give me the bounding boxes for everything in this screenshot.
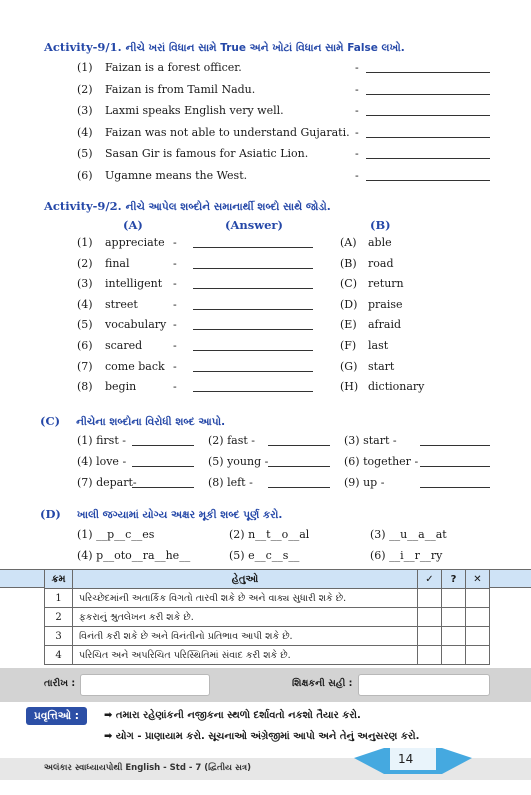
match-left-word: scared: [105, 339, 143, 352]
match-left-word: begin: [105, 380, 137, 394]
opposite-answer-line[interactable]: [420, 487, 490, 488]
true-false-item: [77, 61, 242, 75]
item-dash: -: [355, 104, 359, 117]
match-right-letter: (C): [340, 277, 357, 291]
match-dash: -: [173, 236, 177, 249]
opposite-answer-line[interactable]: [132, 487, 194, 488]
footer-book-title: અલંકાર સ્વાધ્યાયપોથી English - Std - 7 (દ્વિતીય સત્ર): [44, 763, 251, 773]
item-dash: -: [355, 82, 359, 96]
question-cell[interactable]: [442, 627, 466, 646]
item-number: (2): [77, 82, 93, 96]
match-left-number: (3): [77, 277, 93, 291]
match-left-item: [77, 339, 142, 353]
answer-line[interactable]: [366, 158, 490, 159]
match-right-word: able: [368, 236, 392, 249]
row-serial: 2: [45, 608, 73, 627]
activity-item-map: ➡ તમારા રહેણાંકની નજીકના સ્થળો દર્શાવતો નકશો તૈયાર કરો.: [104, 710, 361, 721]
row-serial: 1: [45, 589, 73, 608]
tick-cell[interactable]: [418, 646, 442, 665]
table-row: [45, 646, 490, 665]
answer-line[interactable]: [366, 115, 490, 116]
match-right-item: [340, 277, 404, 291]
match-right-letter: (A): [340, 236, 357, 249]
match-left-item: [77, 277, 162, 291]
section-d-heading: [40, 507, 282, 522]
activities-label: પ્રવૃત્તિઓ :: [26, 707, 87, 725]
cross-cell[interactable]: [466, 608, 490, 627]
item-number: (6): [77, 168, 93, 182]
item-statement: Sasan Gir is famous for Asiatic Lion.: [105, 147, 309, 160]
item-dash: -: [355, 125, 359, 139]
match-left-number: (1): [77, 236, 93, 249]
item-dash: -: [355, 61, 359, 74]
table-header-band-right: [490, 569, 531, 588]
header-serial: ક્રમ: [45, 570, 73, 589]
opposite-word-item: (9) up -: [344, 476, 385, 489]
match-right-word: road: [368, 256, 394, 270]
row-goal: ફકરાનું શ્રુતલેખન કરી શકે છે.: [73, 608, 418, 627]
teacher-sign-label: શિક્ષકની સહી :: [292, 678, 353, 689]
match-dash: -: [173, 318, 177, 332]
match-left-number: (4): [77, 297, 93, 311]
true-false-item: [77, 104, 284, 118]
opposite-answer-line[interactable]: [132, 466, 194, 467]
opposite-word-item: (7) depart-: [77, 476, 137, 489]
date-label: તારીખ :: [44, 678, 76, 689]
match-answer-line[interactable]: [193, 391, 313, 392]
opposite-word-item: (8) left -: [208, 476, 253, 489]
header-goals: હેતુઓ: [73, 570, 418, 589]
cross-cell[interactable]: [466, 646, 490, 665]
item-number: (1): [77, 61, 93, 74]
activity-item-yoga: ➡ યોગ - પ્રાણાયામ કરો. સૂચનાઓ અંગ્રેજીમાં આપો અને તેનું અનુસરણ કરો.: [104, 731, 420, 742]
match-left-item: [77, 257, 130, 271]
date-sign-band: [0, 668, 531, 702]
activity-1-instruction: નીચે ખરાં વિધાન સામે True અને ખોટાં વિધાન સામે False લખો.: [125, 42, 405, 54]
match-dash: -: [173, 380, 177, 394]
header-question: ?: [442, 570, 466, 589]
opposite-answer-line[interactable]: [420, 466, 490, 467]
true-false-item: [77, 83, 255, 97]
row-serial: 3: [45, 627, 73, 646]
item-dash: -: [355, 147, 359, 160]
match-left-item: [77, 318, 166, 332]
match-answer-line[interactable]: [193, 268, 313, 269]
match-right-word: dictionary: [368, 380, 425, 394]
match-left-number: (7): [77, 359, 93, 373]
match-answer-line[interactable]: [193, 288, 313, 289]
match-right-item: [340, 298, 403, 312]
row-serial: 4: [45, 646, 73, 665]
match-answer-line[interactable]: [193, 329, 313, 330]
match-dash: -: [173, 256, 177, 270]
fill-letters-item: (5) e__c__s__: [229, 549, 300, 562]
match-left-word: vocabulary: [105, 318, 167, 332]
section-c-heading: [40, 414, 225, 429]
opposite-answer-line[interactable]: [132, 445, 194, 446]
fill-letters-item: (1) __p__c__es: [77, 528, 155, 541]
match-right-item: [340, 339, 388, 353]
opposite-word-item: (3) start -: [344, 434, 397, 447]
opposite-answer-line[interactable]: [268, 445, 330, 446]
match-right-letter: (G): [340, 359, 358, 373]
item-dash: -: [355, 168, 359, 182]
item-number: (4): [77, 125, 93, 139]
page-number: 14: [398, 752, 414, 766]
match-right-letter: (H): [340, 380, 359, 394]
opposite-answer-line[interactable]: [420, 445, 490, 446]
question-cell[interactable]: [442, 589, 466, 608]
match-right-word: praise: [368, 297, 403, 311]
item-statement: Faizan is a forest officer.: [105, 61, 242, 74]
opposite-answer-line[interactable]: [268, 487, 330, 488]
cross-cell[interactable]: [466, 589, 490, 608]
match-right-letter: (B): [340, 256, 357, 270]
table-body: [45, 589, 490, 665]
match-answer-line[interactable]: [193, 371, 313, 372]
row-goal: પરિચિત અને અપરિચિત પરિસ્થિતિમાં સંવાદ કરી શકે છે.: [73, 646, 418, 665]
section-c-instruction: નીચેના શબ્દોના વિરોધી શબ્દ આપો.: [76, 416, 226, 428]
opposite-answer-line[interactable]: [268, 466, 330, 467]
page-number-badge: [354, 748, 472, 774]
match-left-number: (5): [77, 318, 93, 332]
header-tick: ✓: [418, 570, 442, 589]
fill-letters-item: (3) __u__a__at: [370, 528, 447, 541]
row-goal: પરિચ્છેદમાંની અતાર્કિક વિગતો તારવી શકે છે અને વાક્ય સુધારી શકે છે.: [73, 589, 418, 608]
match-answer-line[interactable]: [193, 247, 313, 248]
activity-1-label: Activity-9/1.: [44, 40, 122, 54]
match-dash: -: [173, 277, 177, 291]
match-answer-line[interactable]: [193, 309, 313, 310]
activity-2-heading: [44, 199, 331, 214]
item-statement: Laxmi speaks English very well.: [105, 104, 284, 117]
tick-cell[interactable]: [418, 589, 442, 608]
answer-line[interactable]: [366, 137, 490, 138]
match-left-word: street: [105, 297, 138, 311]
table-row: [45, 608, 490, 627]
match-left-number: (8): [77, 380, 93, 394]
activity-2-label: Activity-9/2.: [44, 199, 122, 213]
opposite-word-item: (4) love -: [77, 455, 127, 468]
answer-line[interactable]: [366, 72, 490, 73]
match-left-item: [77, 236, 165, 250]
match-left-item: [77, 298, 138, 312]
answer-line[interactable]: [366, 94, 490, 95]
fill-letters-item: (6) __i__r__ry: [370, 549, 443, 562]
answer-line[interactable]: [366, 180, 490, 181]
table-header-row: [45, 570, 490, 589]
match-left-word: intelligent: [105, 277, 163, 291]
match-left-number: (2): [77, 256, 93, 270]
match-right-item: [340, 360, 394, 374]
table-row: [45, 589, 490, 608]
match-right-word: last: [368, 339, 389, 352]
activity-1-heading: [44, 40, 405, 55]
match-answer-line[interactable]: [193, 350, 313, 351]
match-right-letter: (F): [340, 339, 357, 352]
learning-outcomes-table: [44, 569, 490, 665]
match-right-item: [340, 380, 424, 394]
column-b-header: (B): [370, 218, 391, 232]
cross-cell[interactable]: [466, 627, 490, 646]
match-left-word: appreciate: [105, 236, 165, 249]
match-right-letter: (E): [340, 318, 357, 332]
match-left-item: [77, 360, 165, 374]
tick-cell[interactable]: [418, 608, 442, 627]
match-dash: -: [173, 297, 177, 311]
match-right-word: return: [368, 277, 404, 291]
item-statement: Faizan was not able to understand Gujarati.: [105, 125, 350, 139]
match-right-item: [340, 257, 393, 271]
row-goal: વિનંતી કરી શકે છે અને વિનંતીનો પ્રતિભાવ આપી શકે છે.: [73, 627, 418, 646]
opposite-word-item: (5) young -: [208, 455, 269, 468]
match-right-word: afraid: [368, 318, 402, 332]
section-d-label: (D): [40, 507, 61, 521]
item-number: (5): [77, 147, 93, 160]
question-cell[interactable]: [442, 646, 466, 665]
fill-letters-item: (2) n__t__o__al: [229, 528, 310, 541]
date-field[interactable]: [80, 674, 210, 696]
match-right-word: start: [368, 359, 395, 373]
column-a-header: (A): [123, 218, 143, 232]
section-d-instruction: ખાલી જગ્યામાં યોગ્ય અક્ષર મૂકી શબ્દ પૂર્ણ કરો.: [76, 509, 283, 521]
match-left-word: final: [105, 256, 130, 270]
fill-letters-item: (4) p__oto__ra__he__: [77, 549, 191, 562]
true-false-item: [77, 147, 308, 161]
true-false-item: [77, 126, 350, 140]
item-statement: Faizan is from Tamil Nadu.: [105, 82, 256, 96]
match-left-item: [77, 380, 136, 394]
activity-2-instruction: નીચે આપેલ શબ્દોને સમાનાર્થી શબ્દો સાથે જોડો.: [125, 201, 331, 213]
table-header-band-left: [0, 569, 44, 588]
table-row: [45, 627, 490, 646]
item-statement: Ugamne means the West.: [105, 168, 248, 182]
match-right-item: [340, 236, 392, 250]
match-left-word: come back: [105, 359, 165, 373]
item-number: (3): [77, 104, 93, 117]
section-c-label: (C): [40, 414, 61, 428]
tick-cell[interactable]: [418, 627, 442, 646]
match-right-letter: (D): [340, 297, 358, 311]
opposite-word-item: (2) fast -: [208, 434, 255, 447]
true-false-item: [77, 169, 247, 183]
opposite-word-item: (1) first -: [77, 434, 126, 447]
match-left-number: (6): [77, 339, 93, 352]
column-answer-header: (Answer): [225, 218, 283, 232]
match-right-item: [340, 318, 401, 332]
match-dash: -: [173, 339, 177, 352]
teacher-sign-field[interactable]: [358, 674, 490, 696]
opposite-word-item: (6) together -: [344, 455, 419, 468]
match-dash: -: [173, 359, 177, 373]
question-cell[interactable]: [442, 608, 466, 627]
header-cross: ✕: [466, 570, 490, 589]
